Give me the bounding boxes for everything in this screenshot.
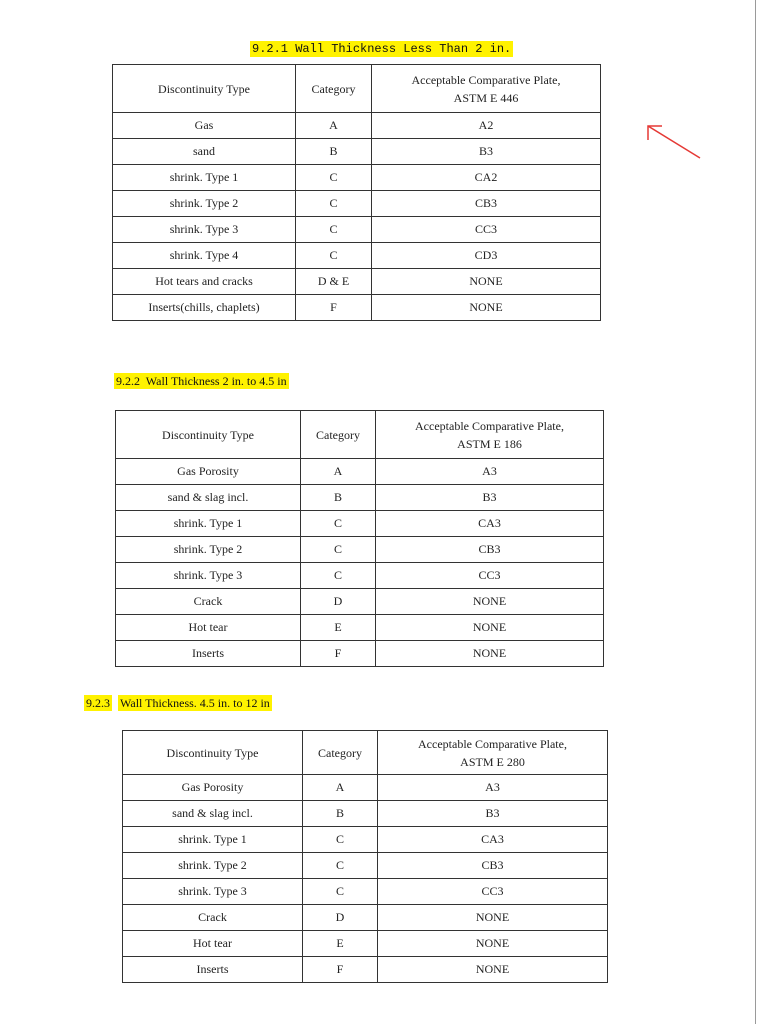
table-row: Gas Porosity A A3: [123, 775, 608, 801]
table-row: Inserts F NONE: [116, 641, 604, 667]
header-discontinuity-type: Discontinuity Type: [116, 411, 301, 459]
table-row: Crack D NONE: [123, 905, 608, 931]
table-row: shrink. Type 4 C CD3: [113, 243, 601, 269]
header-category: Category: [303, 731, 378, 775]
header-comparative-plate: Acceptable Comparative Plate, ASTM E 280: [378, 731, 608, 775]
page-edge: [755, 0, 756, 1024]
section-title: Wall Thickness. 4.5 in. to 12 in: [120, 696, 270, 710]
table-row: Hot tear E NONE: [123, 931, 608, 957]
header-category: Category: [301, 411, 376, 459]
section-number: 9.2.2: [116, 374, 140, 388]
section-heading-1: [250, 42, 513, 56]
table-row: Crack D NONE: [116, 589, 604, 615]
header-discontinuity-type: Discontinuity Type: [123, 731, 303, 775]
table-row: sand & slag incl. B B3: [123, 801, 608, 827]
table-9-2-3: [122, 730, 608, 983]
table-9-2-1: [112, 64, 601, 321]
table-row: shrink. Type 3 C CC3: [123, 879, 608, 905]
table-row: shrink. Type 2 C CB3: [116, 537, 604, 563]
table-row: shrink. Type 1 C CA3: [123, 827, 608, 853]
section-number: 9.2.3: [86, 696, 110, 710]
header-comparative-plate: Acceptable Comparative Plate, ASTM E 186: [376, 411, 604, 459]
header-comparative-plate: Acceptable Comparative Plate, ASTM E 446: [372, 65, 601, 113]
header-discontinuity-type: Discontinuity Type: [113, 65, 296, 113]
table-row: Hot tear E NONE: [116, 615, 604, 641]
arrow-icon: [640, 120, 704, 162]
table-row: Inserts F NONE: [123, 957, 608, 983]
section-heading-2: [114, 374, 289, 389]
section-title: Wall Thickness 2 in. to 4.5 in: [145, 374, 287, 388]
section-heading-3: [84, 696, 272, 711]
table-row: Gas Porosity A A3: [116, 459, 604, 485]
section-number: 9.2.1: [252, 42, 289, 56]
table-row: Inserts(chills, chaplets) F NONE: [113, 295, 601, 321]
header-category: Category: [296, 65, 372, 113]
table-9-2-2: [115, 410, 604, 667]
table-row: Gas A A2: [113, 113, 601, 139]
table-row: shrink. Type 2 C CB3: [113, 191, 601, 217]
table-row: Hot tears and cracks D & E NONE: [113, 269, 601, 295]
section-title: Wall Thickness Less Than 2 in.: [295, 42, 512, 56]
table-row: shrink. Type 3 C CC3: [116, 563, 604, 589]
table-row: shrink. Type 2 C CB3: [123, 853, 608, 879]
table-row: sand & slag incl. B B3: [116, 485, 604, 511]
table-row: shrink. Type 1 C CA3: [116, 511, 604, 537]
table-row: shrink. Type 3 C CC3: [113, 217, 601, 243]
table-row: sand B B3: [113, 139, 601, 165]
table-row: shrink. Type 1 C CA2: [113, 165, 601, 191]
